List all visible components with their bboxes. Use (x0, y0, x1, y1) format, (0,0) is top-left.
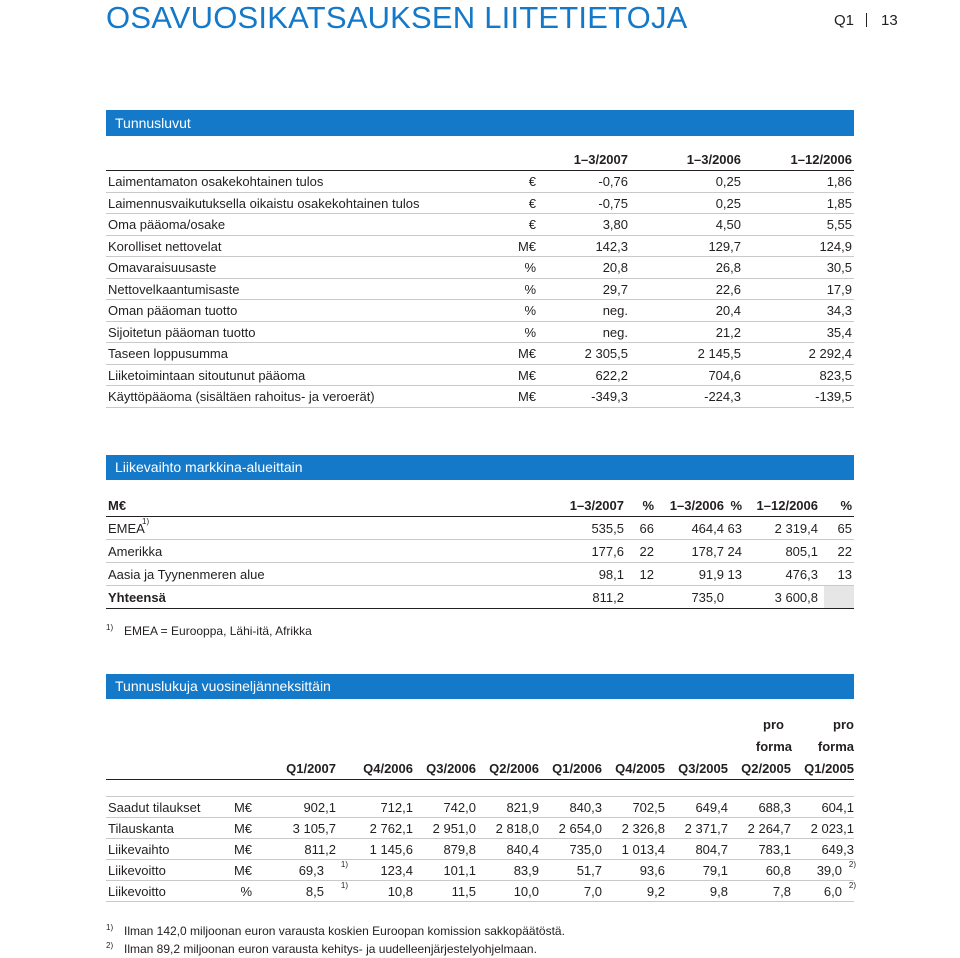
column-header: Q1/2006 (552, 761, 602, 776)
column-header: Q1/2005 (804, 761, 854, 776)
row-label: Liikevoitto (108, 863, 166, 878)
value-cell: 649,4 (695, 800, 728, 815)
table-row (106, 322, 854, 344)
table-row (106, 343, 854, 365)
footnote-marker: 2) (848, 881, 856, 890)
value-cell: 2 762,1 (369, 821, 413, 836)
value-cell: 649,3 (821, 842, 854, 857)
value-cell: 811,2 (592, 590, 624, 605)
percent-cell: 66 (639, 521, 654, 536)
row-label: Yhteensä (108, 590, 166, 605)
section-header-quarterly: Tunnuslukuja vuosineljänneksittäin (106, 674, 854, 699)
row-label: Korolliset nettovelat (108, 238, 222, 254)
unit-cell: % (524, 303, 536, 318)
column-header: Q3/2006 (426, 761, 476, 776)
value-cell: 83,9 (513, 863, 539, 878)
column-header: 1–12/2006 (756, 498, 818, 513)
value-cell: 535,5 (591, 521, 624, 536)
column-header: Q2/2006 (489, 761, 539, 776)
value-cell: 704,6 (708, 367, 741, 383)
unit-cell: M€ (233, 821, 252, 836)
value-cell: 129,7 (708, 238, 741, 254)
value-cell: 51,7 (576, 863, 602, 878)
value-cell: 840,4 (506, 842, 539, 857)
unit-cell: M€ (517, 367, 536, 383)
table-row (106, 517, 854, 540)
table-header (106, 494, 854, 517)
value-cell: 7,0 (583, 884, 602, 899)
value-cell: 783,1 (758, 842, 791, 857)
value-cell: 124,9 (819, 238, 852, 254)
row-label: EMEA (108, 521, 145, 536)
percent-cell: 65 (837, 521, 852, 536)
table-row (106, 818, 854, 839)
sales-by-market-table (106, 494, 854, 609)
unit-cell: % (524, 260, 536, 275)
table-row (106, 881, 854, 902)
unit-cell: M€ (233, 842, 252, 857)
column-header: Q1/2007 (286, 761, 336, 776)
percent-cell: 22 (837, 544, 852, 559)
column-header: % (730, 498, 742, 513)
value-cell: 2 305,5 (584, 346, 628, 361)
footnote (106, 942, 537, 956)
table-row (106, 171, 854, 193)
value-cell: 2 951,0 (432, 821, 476, 836)
value-cell: 7,8 (772, 884, 791, 899)
value-cell: 39,0 (816, 863, 842, 878)
table-header (106, 148, 854, 171)
unit-cell: M€ (233, 800, 252, 815)
value-cell: 79,1 (702, 863, 728, 878)
pro-forma-label: forma (817, 739, 854, 754)
footnote-marker: 1) (340, 881, 348, 890)
quarterly-table (106, 712, 854, 902)
table-row (106, 365, 854, 387)
value-cell: 464,4 (691, 521, 724, 536)
percent-cell: 63 (727, 521, 742, 536)
value-cell: 20,8 (602, 260, 628, 275)
column-header: Q4/2005 (615, 761, 665, 776)
value-cell: 811,2 (304, 842, 336, 857)
value-cell: 142,3 (595, 238, 628, 254)
value-cell: 702,5 (632, 800, 665, 815)
table-row (106, 797, 854, 818)
unit-cell: M€ (517, 238, 536, 254)
value-cell: 3,80 (602, 217, 628, 232)
value-cell: -224,3 (704, 389, 741, 404)
value-cell: 2 264,7 (747, 821, 791, 836)
row-label: Sijoitetun pääoman tuotto (108, 324, 256, 340)
value-cell: 1 013,4 (621, 842, 665, 857)
value-cell: 902,1 (303, 800, 336, 815)
value-cell: 735,0 (569, 842, 602, 857)
row-label: Aasia ja Tyynenmeren alue (108, 567, 265, 582)
row-label: Liikevoitto (108, 884, 166, 899)
key-figures-table (106, 148, 854, 408)
value-cell: 10,0 (513, 884, 539, 899)
value-cell: 2 145,5 (697, 346, 741, 361)
value-cell: 93,6 (639, 863, 665, 878)
table-row (106, 300, 854, 322)
value-cell: 0,25 (715, 174, 741, 189)
value-cell: 21,2 (715, 324, 741, 340)
row-label: Oman pääoman tuotto (108, 303, 238, 318)
value-cell: -349,3 (591, 389, 628, 404)
value-cell: 10,8 (387, 884, 413, 899)
value-cell: 2 371,7 (684, 821, 728, 836)
footnote (106, 924, 565, 938)
unit-cell: M€ (517, 346, 536, 361)
percent-cell: 13 (837, 567, 852, 582)
pro-forma-label: pro (763, 717, 784, 732)
value-cell: 1 145,6 (369, 842, 413, 857)
value-cell: 3 105,7 (292, 821, 336, 836)
value-cell: neg. (602, 303, 628, 318)
column-header: 1–3/2006 (669, 498, 724, 513)
footnote-marker: 1) (142, 517, 150, 526)
table-row (106, 839, 854, 860)
value-cell: 60,8 (765, 863, 791, 878)
unit-header: M€ (108, 498, 127, 513)
shaded-cell (824, 586, 854, 608)
value-cell: 17,9 (826, 281, 852, 297)
pro-forma-label: forma (755, 739, 792, 754)
value-cell: 20,4 (715, 303, 741, 318)
value-cell: 622,2 (595, 367, 628, 383)
column-header: % (840, 498, 852, 513)
value-cell: 8,5 (305, 884, 324, 899)
value-cell: 22,6 (715, 281, 741, 297)
value-cell: 0,25 (715, 195, 741, 211)
footnote-marker: 1) (340, 860, 348, 869)
table-row (106, 236, 854, 258)
column-header: 1–12/2006 (790, 152, 852, 167)
value-cell: -139,5 (815, 389, 852, 404)
table-row (106, 860, 854, 881)
percent-cell: 24 (727, 544, 742, 559)
unit-cell: € (528, 217, 536, 232)
value-cell: 688,3 (758, 800, 791, 815)
page-title: OSAVUOSIKATSAUKSEN LIITETIETOJA (106, 0, 688, 35)
table-row (106, 257, 854, 279)
row-label: Liikevaihto (108, 842, 170, 857)
column-header: 1–3/2007 (569, 498, 624, 513)
table-row (106, 540, 854, 563)
value-cell: -0,75 (598, 195, 628, 211)
column-header: 1–3/2006 (686, 152, 741, 167)
table-row (106, 386, 854, 408)
footnote-text: Ilman 142,0 miljoonan euron varausta koskien Euroopan komission sakkopäätöstä. (124, 924, 565, 938)
row-label: Oma pääoma/osake (108, 217, 226, 232)
row-label: Tilauskanta (108, 821, 174, 836)
value-cell: 5,55 (826, 217, 852, 232)
value-cell: 69,3 (298, 863, 324, 878)
row-label: Omavaraisuusaste (108, 260, 217, 275)
value-cell: 26,8 (715, 260, 741, 275)
section-header-sales-by-market: Liikevaihto markkina-alueittain (106, 455, 854, 480)
footnote-marker: 2) (848, 860, 856, 869)
pro-forma-label: pro (833, 717, 854, 732)
column-header: 1–3/2007 (573, 152, 628, 167)
value-cell: 11,5 (451, 884, 476, 899)
row-label: Amerikka (108, 544, 163, 559)
value-cell: 823,5 (819, 367, 852, 383)
value-cell: 1,86 (826, 174, 852, 189)
value-cell: 742,0 (443, 800, 476, 815)
value-cell: 35,4 (826, 324, 852, 340)
unit-cell: € (528, 174, 536, 189)
value-cell: 2 292,4 (808, 346, 852, 361)
row-label: Nettovelkaantumisaste (108, 281, 240, 297)
unit-cell: % (524, 281, 536, 297)
value-cell: 9,2 (646, 884, 665, 899)
table-row (106, 279, 854, 301)
value-cell: 2 023,1 (810, 821, 854, 836)
footnote-mark: 2) (106, 941, 114, 950)
value-cell: 476,3 (785, 567, 818, 582)
unit-cell: € (528, 195, 536, 211)
value-cell: 4,50 (715, 217, 741, 232)
value-cell: -0,76 (598, 174, 628, 189)
unit-cell: % (240, 884, 252, 899)
value-cell: 3 600,8 (774, 590, 818, 605)
value-cell: 34,3 (826, 303, 852, 318)
value-cell: 101,1 (443, 863, 476, 878)
percent-cell: 13 (727, 567, 742, 582)
footnote-mark: 1) (106, 923, 114, 932)
table-row (106, 214, 854, 236)
value-cell: neg. (602, 324, 628, 340)
value-cell: 712,1 (380, 800, 413, 815)
row-label: Käyttöpääoma (sisältäen rahoitus- ja veroerät) (108, 389, 375, 404)
value-cell: 2 818,0 (495, 821, 539, 836)
value-cell: 604,1 (821, 800, 854, 815)
unit-cell: M€ (517, 389, 536, 404)
column-header: Q2/2005 (741, 761, 791, 776)
value-cell: 9,8 (709, 884, 728, 899)
value-cell: 178,7 (691, 544, 724, 559)
column-header: Q4/2006 (363, 761, 413, 776)
page-number: 13 (881, 12, 898, 29)
spacer-row (106, 780, 854, 797)
footnote (106, 624, 312, 638)
value-cell: 1,85 (826, 195, 852, 211)
column-header: Q3/2005 (678, 761, 728, 776)
percent-cell: 22 (639, 544, 654, 559)
value-cell: 6,0 (823, 884, 842, 899)
value-cell: 177,6 (591, 544, 624, 559)
value-cell: 735,0 (691, 590, 724, 605)
value-cell: 821,9 (506, 800, 539, 815)
row-label: Taseen loppusumma (108, 346, 228, 361)
unit-cell: M€ (233, 863, 252, 878)
value-cell: 2 319,4 (774, 521, 818, 536)
percent-cell: 12 (639, 567, 654, 582)
section-header-key-figures: Tunnusluvut (106, 110, 854, 136)
value-cell: 91,9 (698, 567, 724, 582)
value-cell: 2 326,8 (621, 821, 665, 836)
row-label: Laimennusvaikutuksella oikaistu osakekohtainen tulos (108, 195, 420, 211)
footnote-mark: 1) (106, 623, 114, 632)
value-cell: 2 654,0 (558, 821, 602, 836)
value-cell: 29,7 (602, 281, 628, 297)
table-header (106, 712, 854, 780)
footnote-text: Ilman 89,2 miljoonan euron varausta kehitys- ja uudelleenjärjestelyohjelmaan. (124, 942, 537, 956)
row-label: Liiketoimintaan sitoutunut pääoma (108, 367, 306, 383)
value-cell: 879,8 (443, 842, 476, 857)
column-header: % (642, 498, 654, 513)
page-indicator (834, 12, 898, 29)
unit-cell: % (524, 324, 536, 340)
row-label: Saadut tilaukset (108, 800, 201, 815)
row-label: Laimentamaton osakekohtainen tulos (108, 174, 324, 189)
value-cell: 98,1 (598, 567, 624, 582)
table-row (106, 193, 854, 215)
value-cell: 804,7 (695, 842, 728, 857)
value-cell: 123,4 (380, 863, 413, 878)
value-cell: 805,1 (785, 544, 818, 559)
divider (866, 13, 867, 27)
footnote-text: EMEA = Eurooppa, Lähi-itä, Afrikka (124, 624, 312, 638)
quarter-label: Q1 (834, 12, 855, 29)
value-cell: 30,5 (826, 260, 852, 275)
value-cell: 840,3 (569, 800, 602, 815)
table-row (106, 563, 854, 586)
table-row (106, 586, 854, 609)
